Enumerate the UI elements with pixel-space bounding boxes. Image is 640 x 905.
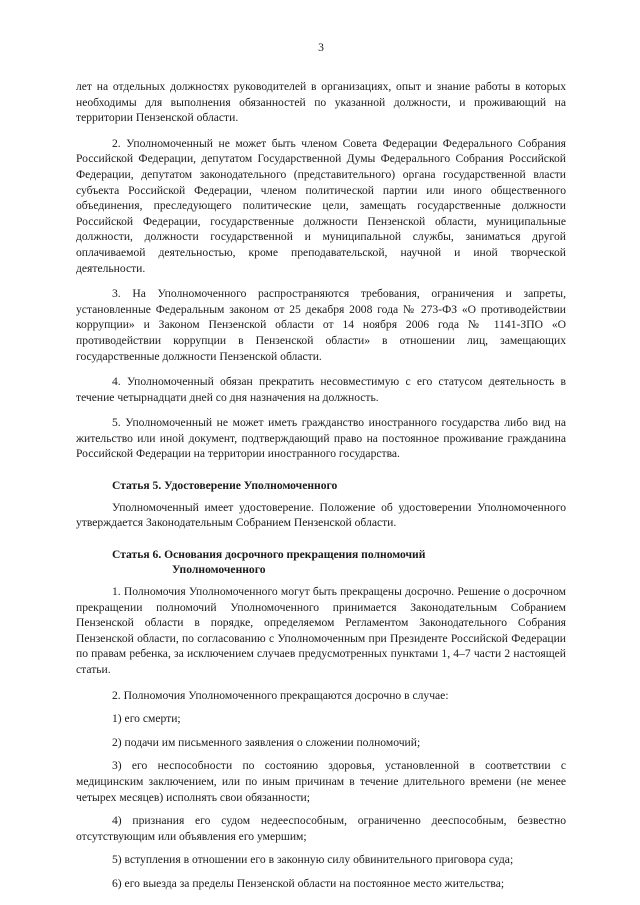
article-6-heading-line-1: Статья 6. Основания досрочного прекращения полномочий [112, 547, 426, 561]
list-item: 5) вступления в отношении его в законную силу обвинительного приговора суда; [112, 853, 514, 867]
paragraph-part-5: 5. Уполномоченный не может иметь гражданство иностранного государства либо вид на жительство или иной документ, подтверждающий право на постоянное проживание гражданина Российской Федерации на территории иностранного государства. [76, 416, 566, 461]
document-body [76, 79, 566, 892]
page-number: 3 [318, 41, 324, 54]
list-item: 6) его выезда за пределы Пензенской области на постоянное место жительства; [112, 876, 505, 890]
article-6-part-1: 1. Полномочия Уполномоченного могут быть прекращены досрочно. Решение о досрочном прекращении полномочий Уполномоченного принимается Законодательным Собранием Пензенской области в порядке, определяемом Регламентом Законодательного Собрания Пензенской области, по согласованию с Уполномоченным при Президенте Российской Федерации по правам ребенка, за исключением случаев предусмотренных пунктами 1, 4–7 части 2 настоящей статьи. [76, 585, 566, 676]
article-6-heading-line-2: Уполномоченного [172, 563, 266, 577]
article-6-heading [76, 547, 566, 578]
paragraph-part-3: 3. На Уполномоченного распространяются требования, ограничения и запреты, установленные Федеральным законом от 25 декабря 2008 года № 273-ФЗ «О противодействии коррупции» и Законом Пензенской области от 14 ноября 2006 года № 1141-ЗПО «О противодействии коррупции в Пензенской области» в отношении лиц, замещающих государственные должности Пензенской области. [76, 287, 566, 363]
article-5-text: Уполномоченный имеет удостоверение. Положение об удостоверении Уполномоченного утверждается Законодательным Собранием Пензенской области. [76, 500, 566, 530]
article-6-part-2: 2. Полномочия Уполномоченного прекращаются досрочно в случае: [112, 688, 449, 702]
list-item: 3) его неспособности по состоянию здоровья, установленной в соответствии с медицинским заключением, или по иным причинам в течение длительного времени (не менее четырех месяцев) исполнять свои обязанности; [76, 759, 566, 804]
paragraph-part-2: 2. Уполномоченный не может быть членом Совета Федерации Федерального Собрания Российской Федерации, депутатом Государственной Думы Федерального Собрания Российской Федерации, депутатом законодательного (представительного) органа государственной власти субъекта Российской Федерации, членом политической партии или иного общественного объединения, преследующего политические цели, замещать государственные должности Российской Федерации, государственные должности Пензенской области, муниципальные должности, должности государственной и муниципальной службы, заниматься другой оплачиваемой деятельностью, кроме преподавательской, научной и иной творческой деятельности. [76, 136, 566, 275]
list-item: 1) его смерти; [112, 712, 181, 726]
article-5-heading: Статья 5. Удостоверение Уполномоченного [112, 479, 338, 493]
paragraph-continuation: лет на отдельных должностях руководителей в организациях, опыт и знание работы в которых необходимы для выполнения обязанностей по указанной должности, и проживающий на территории Пензенской области. [76, 80, 566, 125]
list-item: 2) подачи им письменного заявления о сложении полномочий; [112, 735, 421, 749]
list-item: 4) признания его судом недееспособным, ограниченно дееспособным, безвестно отсутствующим или объявления его умершим; [76, 814, 566, 843]
paragraph-part-4: 4. Уполномоченный обязан прекратить несовместимую с его статусом деятельность в течение четырнадцати дней со дня назначения на должность. [76, 375, 566, 404]
